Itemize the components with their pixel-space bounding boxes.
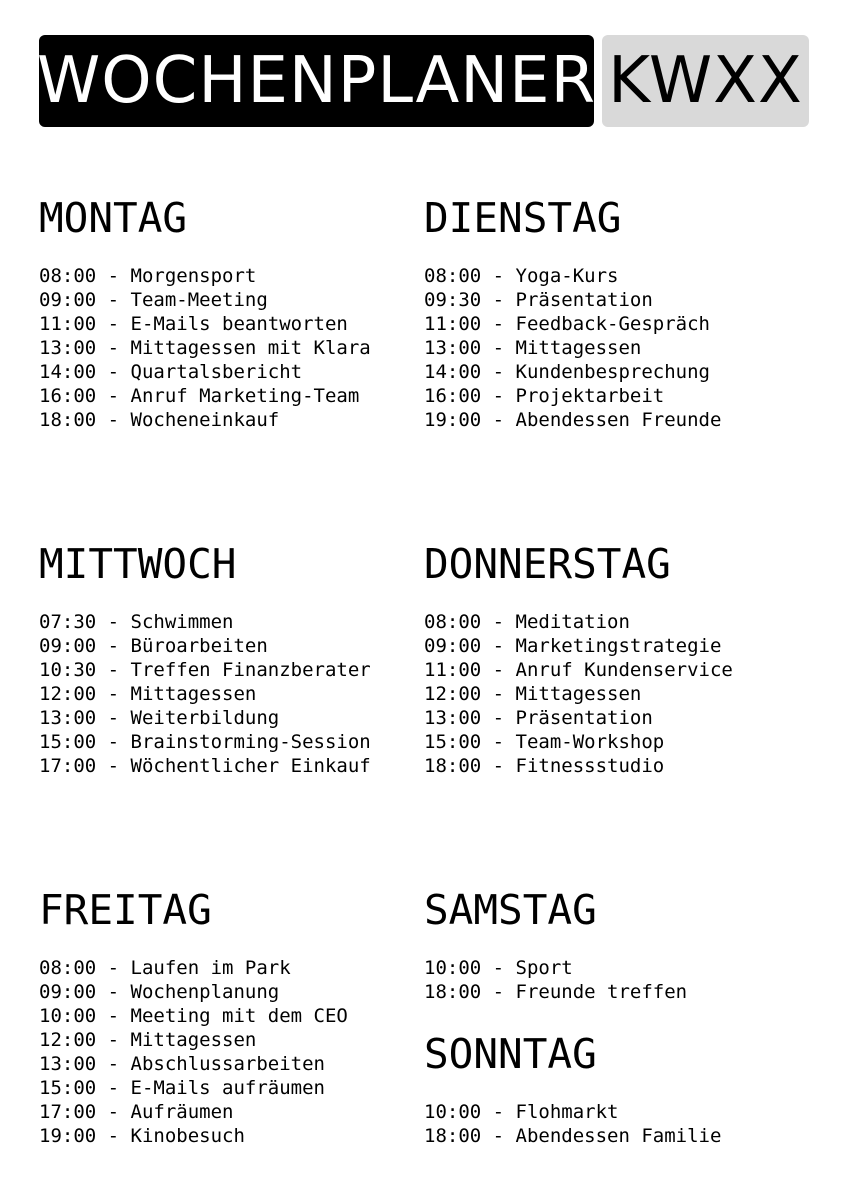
schedule-entry: 08:00 - Meditation (424, 611, 630, 633)
day-title: FREITAG (39, 886, 212, 934)
day-title: MITTWOCH (39, 540, 237, 588)
schedule-entry: 09:30 - Präsentation (424, 289, 653, 311)
schedule-list (39, 956, 348, 1148)
schedule-entry: 17:00 - Aufräumen (39, 1101, 234, 1123)
schedule-entry: 09:00 - Wochenplanung (39, 981, 280, 1003)
schedule-entry: 10:30 - Treffen Finanzberater (39, 659, 371, 681)
schedule-entry: 19:00 - Kinobesuch (39, 1125, 245, 1147)
schedule-entry: 12:00 - Mittagessen (39, 1029, 257, 1051)
schedule-entry: 08:00 - Morgensport (39, 265, 257, 287)
schedule-entry: 14:00 - Quartalsbericht (39, 361, 303, 383)
schedule-entry: 13:00 - Weiterbildung (39, 707, 280, 729)
day-title: SONNTAG (424, 1030, 597, 1078)
schedule-entry: 19:00 - Abendessen Freunde (424, 409, 722, 431)
schedule-list (424, 610, 733, 778)
schedule-entry: 11:00 - E-Mails beantworten (39, 313, 348, 335)
day-friday (39, 886, 348, 1148)
schedule-entry: 14:00 - Kundenbesprechung (424, 361, 710, 383)
schedule-entry: 09:00 - Team-Meeting (39, 289, 268, 311)
schedule-entry: 15:00 - E-Mails aufräumen (39, 1077, 325, 1099)
schedule-list (39, 610, 371, 778)
day-tuesday (424, 194, 721, 432)
schedule-entry: 16:00 - Anruf Marketing-Team (39, 385, 360, 407)
schedule-entry: 15:00 - Team-Workshop (424, 731, 665, 753)
day-title: SAMSTAG (424, 886, 597, 934)
schedule-entry: 13:00 - Abschlussarbeiten (39, 1053, 325, 1075)
schedule-entry: 08:00 - Yoga-Kurs (424, 265, 619, 287)
schedule-entry: 11:00 - Anruf Kundenservice (424, 659, 733, 681)
day-title: DONNERSTAG (424, 540, 671, 588)
schedule-entry: 12:00 - Mittagessen (424, 683, 642, 705)
schedule-entry: 18:00 - Fitnessstudio (424, 755, 665, 777)
planner-header (36, 35, 809, 127)
schedule-entry: 09:00 - Büroarbeiten (39, 635, 268, 657)
day-wednesday (39, 540, 371, 778)
schedule-entry: 13:00 - Mittagessen mit Klara (39, 337, 371, 359)
day-thursday (424, 540, 733, 778)
day-monday (39, 194, 371, 432)
schedule-entry: 18:00 - Wocheneinkauf (39, 409, 280, 431)
schedule-list (39, 264, 371, 432)
schedule-entry: 13:00 - Präsentation (424, 707, 653, 729)
day-saturday (424, 886, 687, 1004)
day-title: DIENSTAG (424, 194, 622, 242)
schedule-list (424, 264, 721, 432)
week-label: KWXX (602, 35, 809, 127)
schedule-entry: 11:00 - Feedback-Gespräch (424, 313, 710, 335)
schedule-entry: 16:00 - Projektarbeit (424, 385, 665, 407)
schedule-entry: 12:00 - Mittagessen (39, 683, 257, 705)
schedule-entry: 13:00 - Mittagessen (424, 337, 642, 359)
day-sunday (424, 1030, 721, 1148)
schedule-entry: 18:00 - Freunde treffen (424, 981, 688, 1003)
schedule-entry: 10:00 - Flohmarkt (424, 1101, 619, 1123)
schedule-entry: 17:00 - Wöchentlicher Einkauf (39, 755, 371, 777)
schedule-entry: 07:30 - Schwimmen (39, 611, 234, 633)
schedule-entry: 15:00 - Brainstorming-Session (39, 731, 371, 753)
schedule-entry: 10:00 - Meeting mit dem CEO (39, 1005, 348, 1027)
schedule-list (424, 1100, 721, 1148)
schedule-entry: 10:00 - Sport (424, 957, 573, 979)
schedule-entry: 09:00 - Marketingstrategie (424, 635, 722, 657)
page-title: WOCHENPLANER (39, 35, 594, 127)
schedule-entry: 18:00 - Abendessen Familie (424, 1125, 722, 1147)
schedule-list (424, 956, 687, 1004)
schedule-entry: 08:00 - Laufen im Park (39, 957, 291, 979)
day-title: MONTAG (39, 194, 188, 242)
